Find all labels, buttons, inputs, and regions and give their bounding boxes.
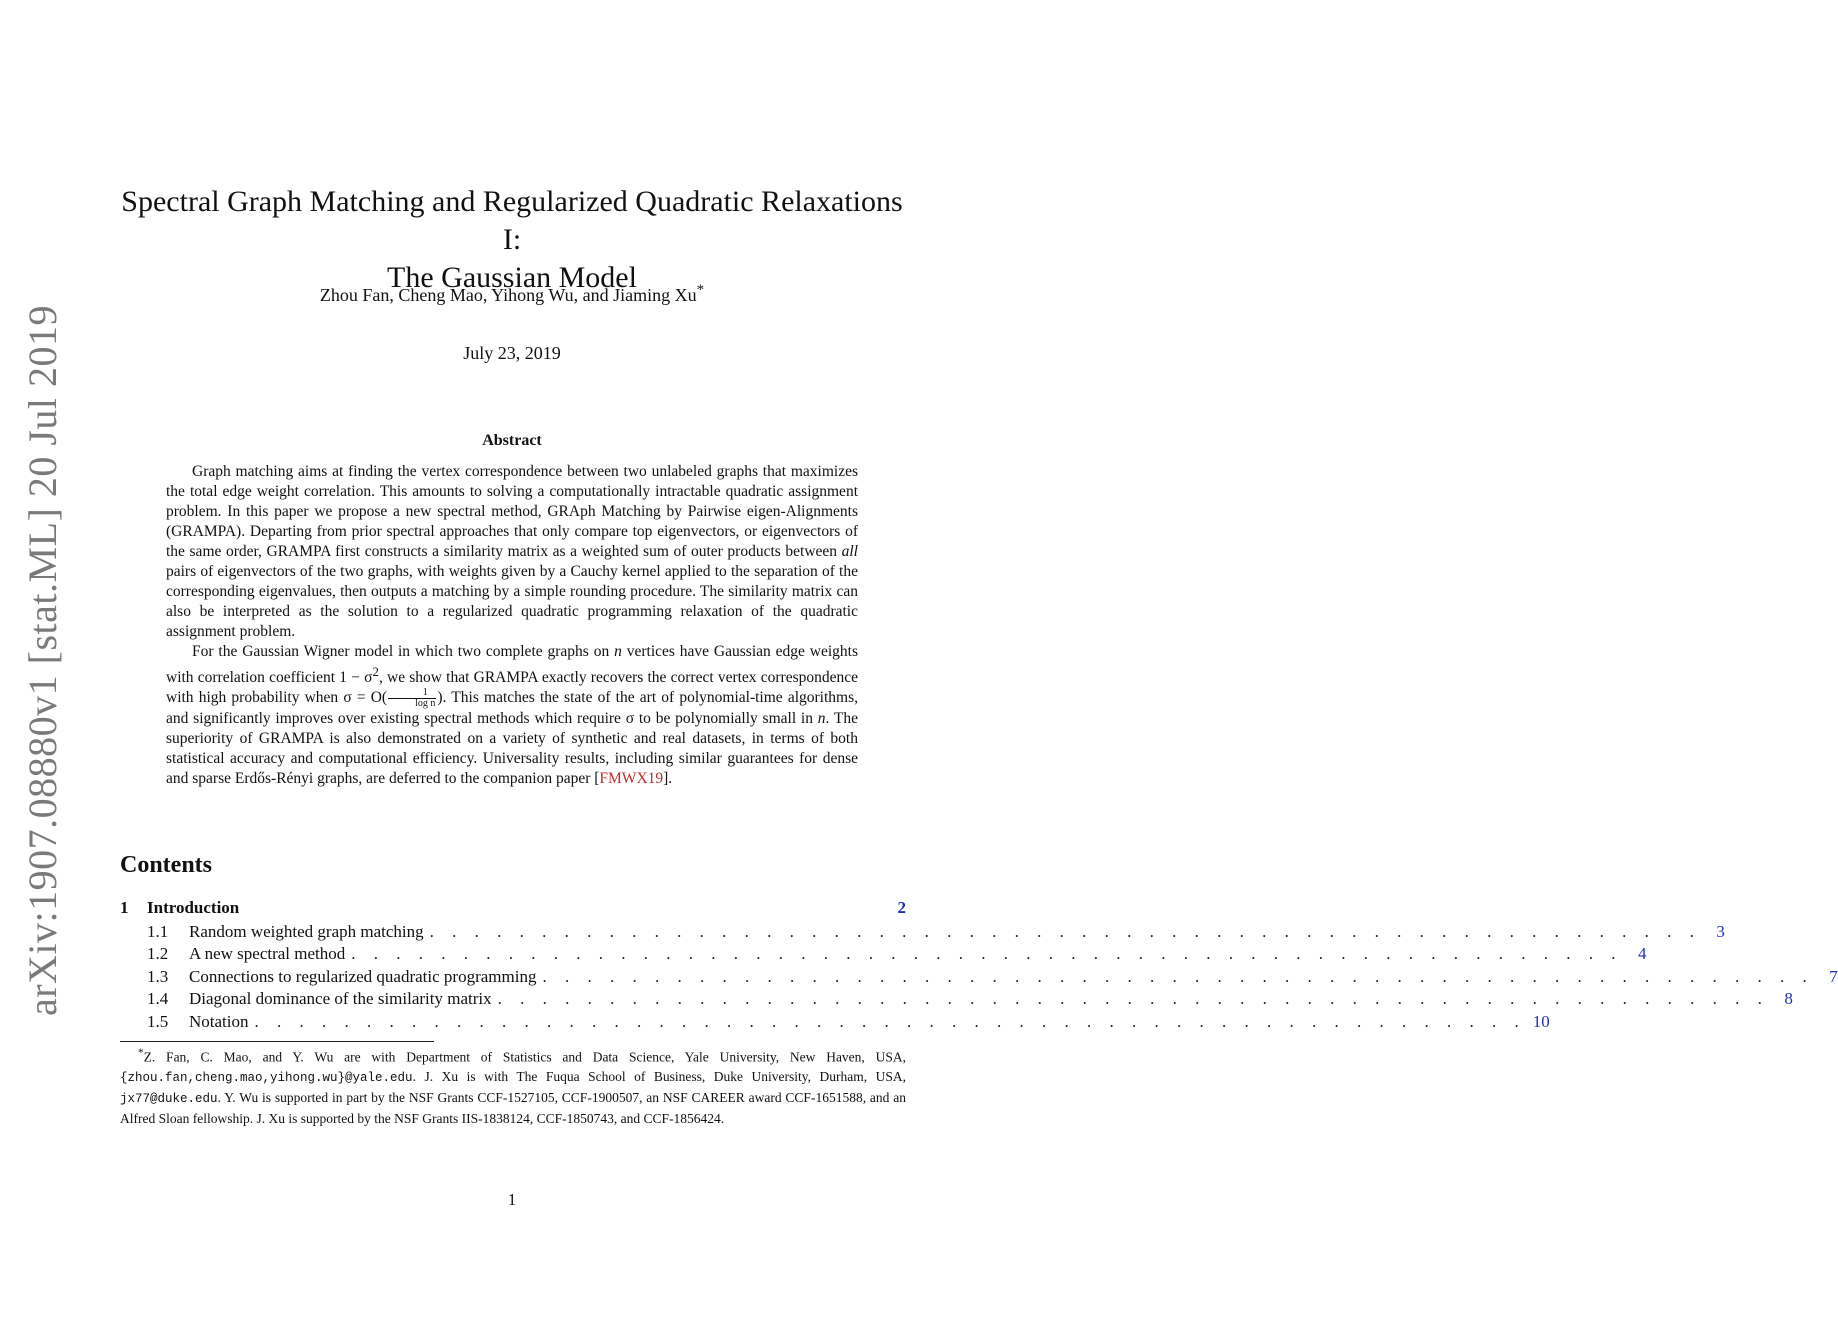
toc-number: 1 [120,898,129,917]
toc-page-link[interactable]: 8 [1784,989,1793,1009]
toc-page-link[interactable]: 3 [1716,921,1725,941]
paper-title [110,183,914,297]
citation-link[interactable]: FMWX19 [599,770,664,788]
email-yale[interactable]: {zhou.fan,cheng.mao,yihong.wu}@yale.edu [120,1070,413,1085]
author-affiliation-footnote [120,1044,906,1128]
contents-heading: Contents [120,852,213,878]
abstract-text: pairs of eigenvectors of the two graphs, with weights given by a Cauchy kernel applied to the separation of the corresponding eigenvalues, then outputs a matching by a simple rounding procedure. The similarity matrix can also be interpreted as the solution to a regularized quadratic programming relaxation of the quadratic assignment problem. [166,563,858,640]
arxiv-identifier-stamp [18,304,68,1016]
toc-number: 1.3 [147,966,169,986]
abstract-body [166,462,858,789]
author-list [110,282,914,306]
paper-date: July 23, 2019 [463,343,561,363]
math-fraction [388,688,436,709]
abstract-text: , we show that GRAMPA exactly recovers the correct vertex correspondence with high probability when σ = O( [166,669,858,707]
toc-dot-leader: . . . . . . . . . . . . . . . . . . . . . . . . . . . . . . . . . . . . . . . . . . . . . . . . . . . . . . . . . [351,944,1623,964]
toc-dot-leader: . . . . . . . . . . . . . . . . . . . . . . . . . . . . . . . . . . . . . . . . . . . . . . . . . . . . . . . . . [497,989,1769,1009]
footnote-divider [120,1041,434,1042]
toc-title: Connections to regularized quadratic programming [189,966,537,986]
toc-item-random-weighted-graph-matching[interactable] [120,921,1725,945]
abstract-paragraph-1 [166,462,858,642]
toc-title: Diagonal dominance of the similarity matrix [189,989,492,1009]
footnote-paragraph [120,1044,906,1128]
toc-item-notation[interactable] [120,1011,1550,1035]
author-footnote-mark: * [696,282,705,298]
abstract-emphasis: all [841,543,858,560]
table-of-contents [120,898,1838,1035]
toc-title: Random weighted graph matching [189,921,424,941]
toc-number: 1.2 [147,944,169,964]
arxiv-identifier-text: arXiv:1907.08880v1 [stat.ML] 20 Jul 2019 [20,304,66,1016]
footnote-text: . Y. Wu is supported in part by the NSF Grants CCF-1527105, CCF-1900507, an NSF CAREER award CCF-1651588, and an Alfred Sloan fellowship. J. Xu is supported by the NSF Grants IIS-1838124, CCF-1850743, and CCF-1856424. [120,1089,906,1126]
abstract-text: . The superiority of GRAMPA is also demonstrated on a variety of synthetic and real datasets, in terms of both statistical accuracy and computational efficiency. Universality results, including similar guarantees for dense and sparse Erdős-Rényi graphs, are deferred to the companion paper [ [166,710,858,788]
author-names: Zhou Fan, Cheng Mao, Yihong Wu, and Jiaming Xu [319,285,697,305]
fraction-denominator: log n [415,698,436,710]
abstract-text: For the Gaussian Wigner model in which two complete graphs on [192,643,615,660]
toc-title: Introduction [147,898,240,917]
toc-title: Notation [189,1011,249,1031]
footnote-text: Z. Fan, C. Mao, and Y. Wu are with Department of Statistics and Data Science, Yale University, New Haven, USA, [143,1049,906,1065]
footnote-mark: * [138,1047,144,1059]
page-number: 1 [507,1190,517,1209]
toc-number: 1.5 [147,1011,169,1031]
toc-page-link[interactable]: 4 [1638,944,1647,964]
abstract-text: ]. [663,770,673,788]
abstract-text: ). This matches the state of the art of polynomial-time algorithms, and significantly improves over existing spectral methods which require σ to be polynomially small in [166,689,858,728]
abstract-paragraph-2 [166,642,858,789]
toc-dot-leader: . . . . . . . . . . . . . . . . . . . . . . . . . . . . . . . . . . . . . . . . . . . . . . . . . . . . . . . . . [254,1011,1526,1031]
math-variable: n [817,710,826,728]
math-superscript: 2 [372,664,379,679]
toc-page-link[interactable]: 2 [897,898,906,917]
toc-dot-leader: . . . . . . . . . . . . . . . . . . . . . . . . . . . . . . . . . . . . . . . . . . . . . . . . . . . . . . . . . [542,966,1814,986]
math-variable: n [614,643,622,660]
toc-item-regularized-quadratic-programming[interactable] [120,966,1838,990]
title-line-1: Spectral Graph Matching and Regularized Quadratic Relaxations I: [121,185,903,256]
toc-item-new-spectral-method[interactable] [120,944,1647,967]
toc-item-diagonal-dominance[interactable] [120,989,1793,1012]
toc-page-link[interactable]: 7 [1829,966,1838,986]
toc-dot-leader: . . . . . . . . . . . . . . . . . . . . . . . . . . . . . . . . . . . . . . . . . . . . . . . . . . . . . . . . . [429,921,1701,941]
fraction-numerator: 1 [388,688,436,699]
footnote-text: . J. Xu is with The Fuqua School of Business, Duke University, Durham, USA, [412,1068,906,1084]
abstract-text: vertices have Gaussian edge weights with correlation coefficient 1 − σ [166,643,858,687]
toc-page-link[interactable]: 10 [1532,1011,1550,1031]
toc-number: 1.1 [147,921,169,941]
abstract-heading: Abstract [482,432,542,449]
toc-section-introduction[interactable] [120,898,906,921]
email-duke[interactable]: jx77@duke.edu [120,1091,218,1106]
title-line-2: The Gaussian Model [387,261,637,294]
toc-number: 1.4 [147,989,169,1009]
toc-title: A new spectral method [189,944,346,964]
abstract-text: Graph matching aims at finding the vertex correspondence between two unlabeled graphs that maximizes the total edge weight correlation. This amounts to solving a computationally intractable quadratic assignment problem. In this paper we propose a new spectral method, GRAph Matching by Pairwise eigen-Alignments (GRAMPA). Departing from prior spectral approaches that only compare top eigenvectors, or eigenvectors of the same order, GRAMPA first constructs a similarity matrix as a weighted sum of outer products between [166,463,858,560]
